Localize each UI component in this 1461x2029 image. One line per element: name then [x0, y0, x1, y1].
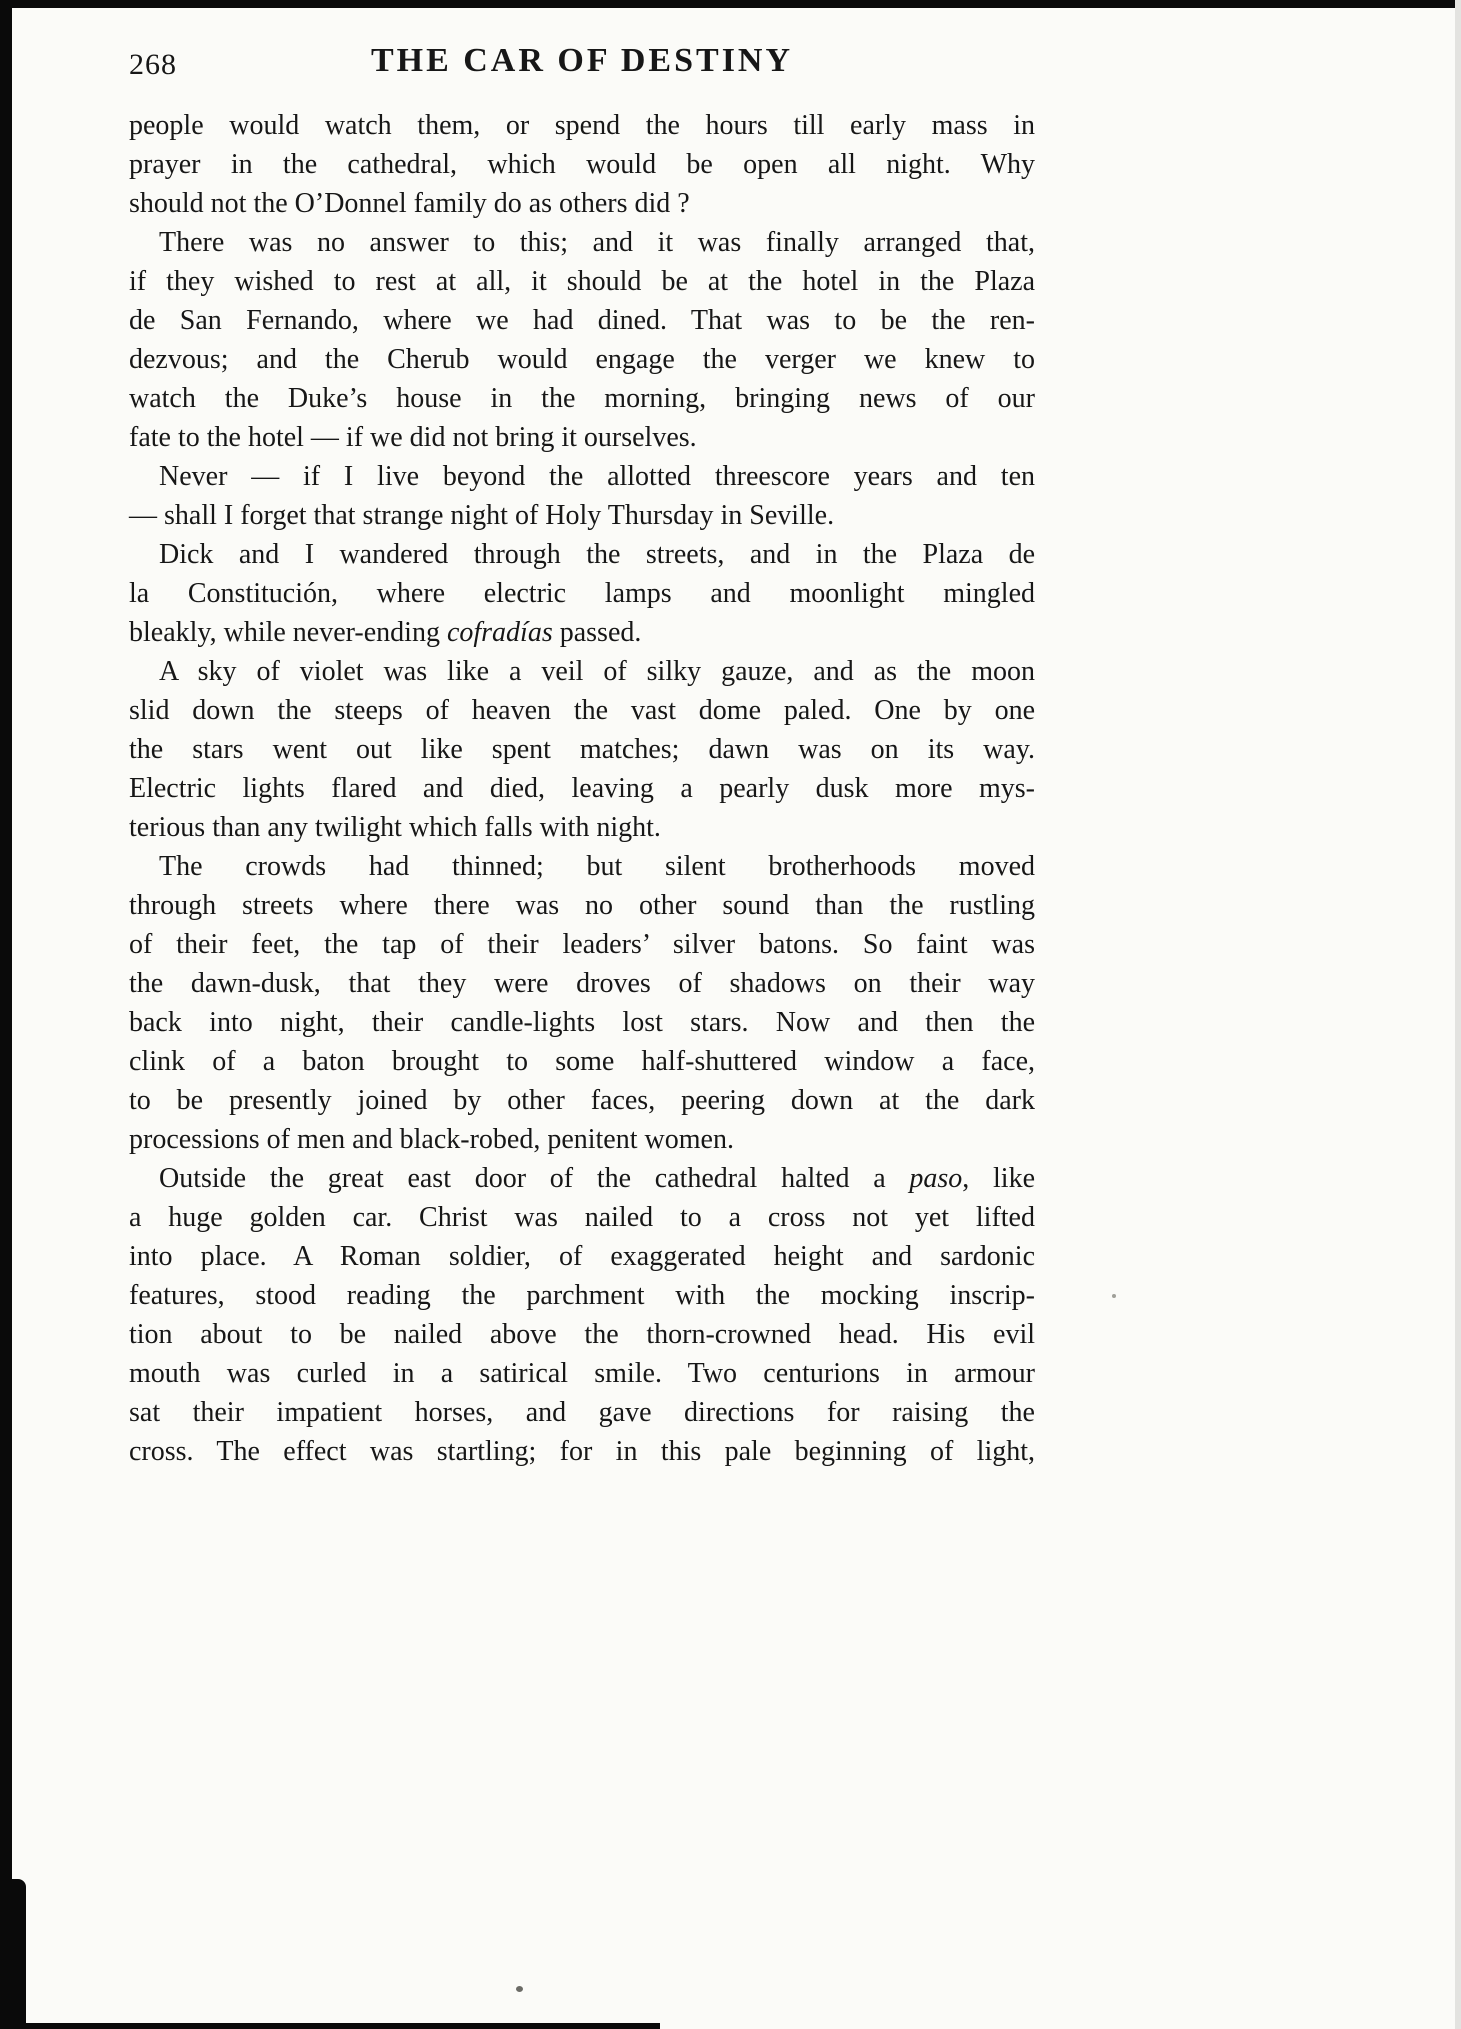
text-line: [129, 1003, 1035, 1042]
text-line: [129, 1432, 1035, 1471]
text-line: [129, 1237, 1035, 1276]
text-segment: Never — if I live beyond the allotted threescore years and ten: [159, 461, 1035, 492]
text-line: [129, 1393, 1035, 1432]
text-segment: features, stood reading the parchment with the mocking inscrip-: [129, 1280, 1035, 1311]
scan-edge-bottom: [0, 2023, 660, 2029]
text-line: [129, 652, 1035, 691]
text-segment: people would watch them, or spend the hours till early mass in: [129, 110, 1035, 141]
italic-text: paso: [909, 1163, 963, 1194]
text-segment: dezvous; and the Cherub would engage the verger we knew to: [129, 344, 1035, 375]
text-line: [129, 340, 1035, 379]
text-segment: processions of men and black-robed, penitent women.: [129, 1124, 734, 1155]
text-line: [129, 145, 1035, 184]
paragraph: [129, 223, 1035, 457]
text-segment: to be presently joined by other faces, peering down at the dark: [129, 1085, 1035, 1116]
text-segment: The crowds had thinned; but silent brotherhoods moved: [159, 851, 1035, 882]
text-segment: clink of a baton brought to some half-shuttered window a face,: [129, 1046, 1035, 1077]
text-line: [129, 769, 1035, 808]
text-segment: into place. A Roman soldier, of exaggerated height and sardonic: [129, 1241, 1035, 1272]
italic-text: cofradías: [446, 617, 553, 648]
text-segment: back into night, their candle-lights lost stars. Now and then the: [129, 1007, 1035, 1038]
paragraph: [129, 535, 1035, 652]
text-line: [129, 1354, 1035, 1393]
text-segment: the dawn-dusk, that they were droves of shadows on their way: [129, 968, 1035, 999]
text-segment: Outside the great east door of the cathedral halted a: [159, 1163, 910, 1194]
text-segment: a huge golden car. Christ was nailed to a cross not yet lifted: [129, 1202, 1035, 1233]
scan-speck: [1112, 1294, 1116, 1298]
text-segment: through streets where there was no other sound than the rustling: [129, 890, 1035, 921]
text-segment: Dick and I wandered through the streets, and in the Plaza de: [159, 539, 1035, 570]
text-segment: bleakly, while never-ending: [129, 617, 447, 648]
text-line: [129, 730, 1035, 769]
text-line: [129, 808, 1035, 847]
text-line: [129, 1276, 1035, 1315]
text-segment: cross. The effect was startling; for in this pale beginning of light,: [129, 1436, 1035, 1467]
paragraph: [129, 106, 1035, 223]
text-segment: terious than any twilight which falls with night.: [129, 812, 661, 843]
paragraph: [129, 1159, 1035, 1471]
text-line: [129, 886, 1035, 925]
text-segment: la Constitución, where electric lamps and moonlight mingled: [129, 578, 1035, 609]
text-segment: passed.: [552, 617, 642, 648]
text-line: [129, 262, 1035, 301]
text-segment: mouth was curled in a satirical smile. Two centurions in armour: [129, 1358, 1035, 1389]
text-segment: — shall I forget that strange night of Holy Thursday in Seville.: [129, 500, 835, 531]
page-header: [129, 40, 1035, 92]
text-line: [129, 496, 1035, 535]
text-line: [129, 691, 1035, 730]
text-line: [129, 1315, 1035, 1354]
text-line: [129, 1198, 1035, 1237]
text-line: [129, 964, 1035, 1003]
text-segment: A sky of violet was like a veil of silky gauze, and as the moon: [159, 656, 1035, 687]
text-segment: tion about to be nailed above the thorn-crowned head. His evil: [129, 1319, 1035, 1350]
text-segment: , like: [962, 1163, 1035, 1194]
scan-edge-left: [0, 0, 12, 2029]
text-segment: Electric lights flared and died, leaving a pearly dusk more mys-: [129, 773, 1035, 804]
text-segment: prayer in the cathedral, which would be open all night. Why: [129, 149, 1035, 180]
text-segment: should not the O’Donnel family do as others did ?: [129, 188, 690, 219]
text-line: [129, 301, 1035, 340]
running-title: THE CAR OF DESTINY: [370, 42, 794, 79]
page-number: 268: [129, 48, 177, 81]
scan-edge-corner: [0, 1879, 26, 2029]
paragraph: [129, 652, 1035, 847]
text-line: [129, 847, 1035, 886]
text-segment: de San Fernando, where we had dined. That was to be the ren-: [129, 305, 1035, 336]
text-segment: the stars went out like spent matches; dawn was on its way.: [129, 734, 1035, 765]
scan-edge-right: [1455, 0, 1461, 2029]
text-line: [129, 106, 1035, 145]
text-segment: slid down the steeps of heaven the vast dome paled. One by one: [129, 695, 1035, 726]
text-line: [129, 925, 1035, 964]
paragraph: [129, 847, 1035, 1159]
text-line: [129, 535, 1035, 574]
text-segment: if they wished to rest at all, it should be at the hotel in the Plaza: [129, 266, 1035, 297]
text-line: [129, 1159, 1035, 1198]
text-line: [129, 1042, 1035, 1081]
text-line: [129, 379, 1035, 418]
text-segment: sat their impatient horses, and gave directions for raising the: [129, 1397, 1035, 1428]
text-segment: of their feet, the tap of their leaders’ silver batons. So faint was: [129, 929, 1035, 960]
text-segment: There was no answer to this; and it was finally arranged that,: [159, 227, 1035, 258]
text-segment: fate to the hotel — if we did not bring it ourselves.: [129, 422, 697, 453]
text-segment: watch the Duke’s house in the morning, bringing news of our: [129, 383, 1035, 414]
text-line: [129, 457, 1035, 496]
text-line: [129, 1081, 1035, 1120]
paragraph: [129, 457, 1035, 535]
text-line: [129, 184, 1035, 223]
text-line: [129, 613, 1035, 652]
text-line: [129, 1120, 1035, 1159]
text-line: [129, 418, 1035, 457]
printed-area: [129, 40, 1035, 1471]
scan-edge-top: [0, 0, 1461, 8]
text-line: [129, 574, 1035, 613]
scan-speck: [516, 1986, 523, 1992]
page-body: [129, 106, 1035, 1471]
text-line: [129, 223, 1035, 262]
